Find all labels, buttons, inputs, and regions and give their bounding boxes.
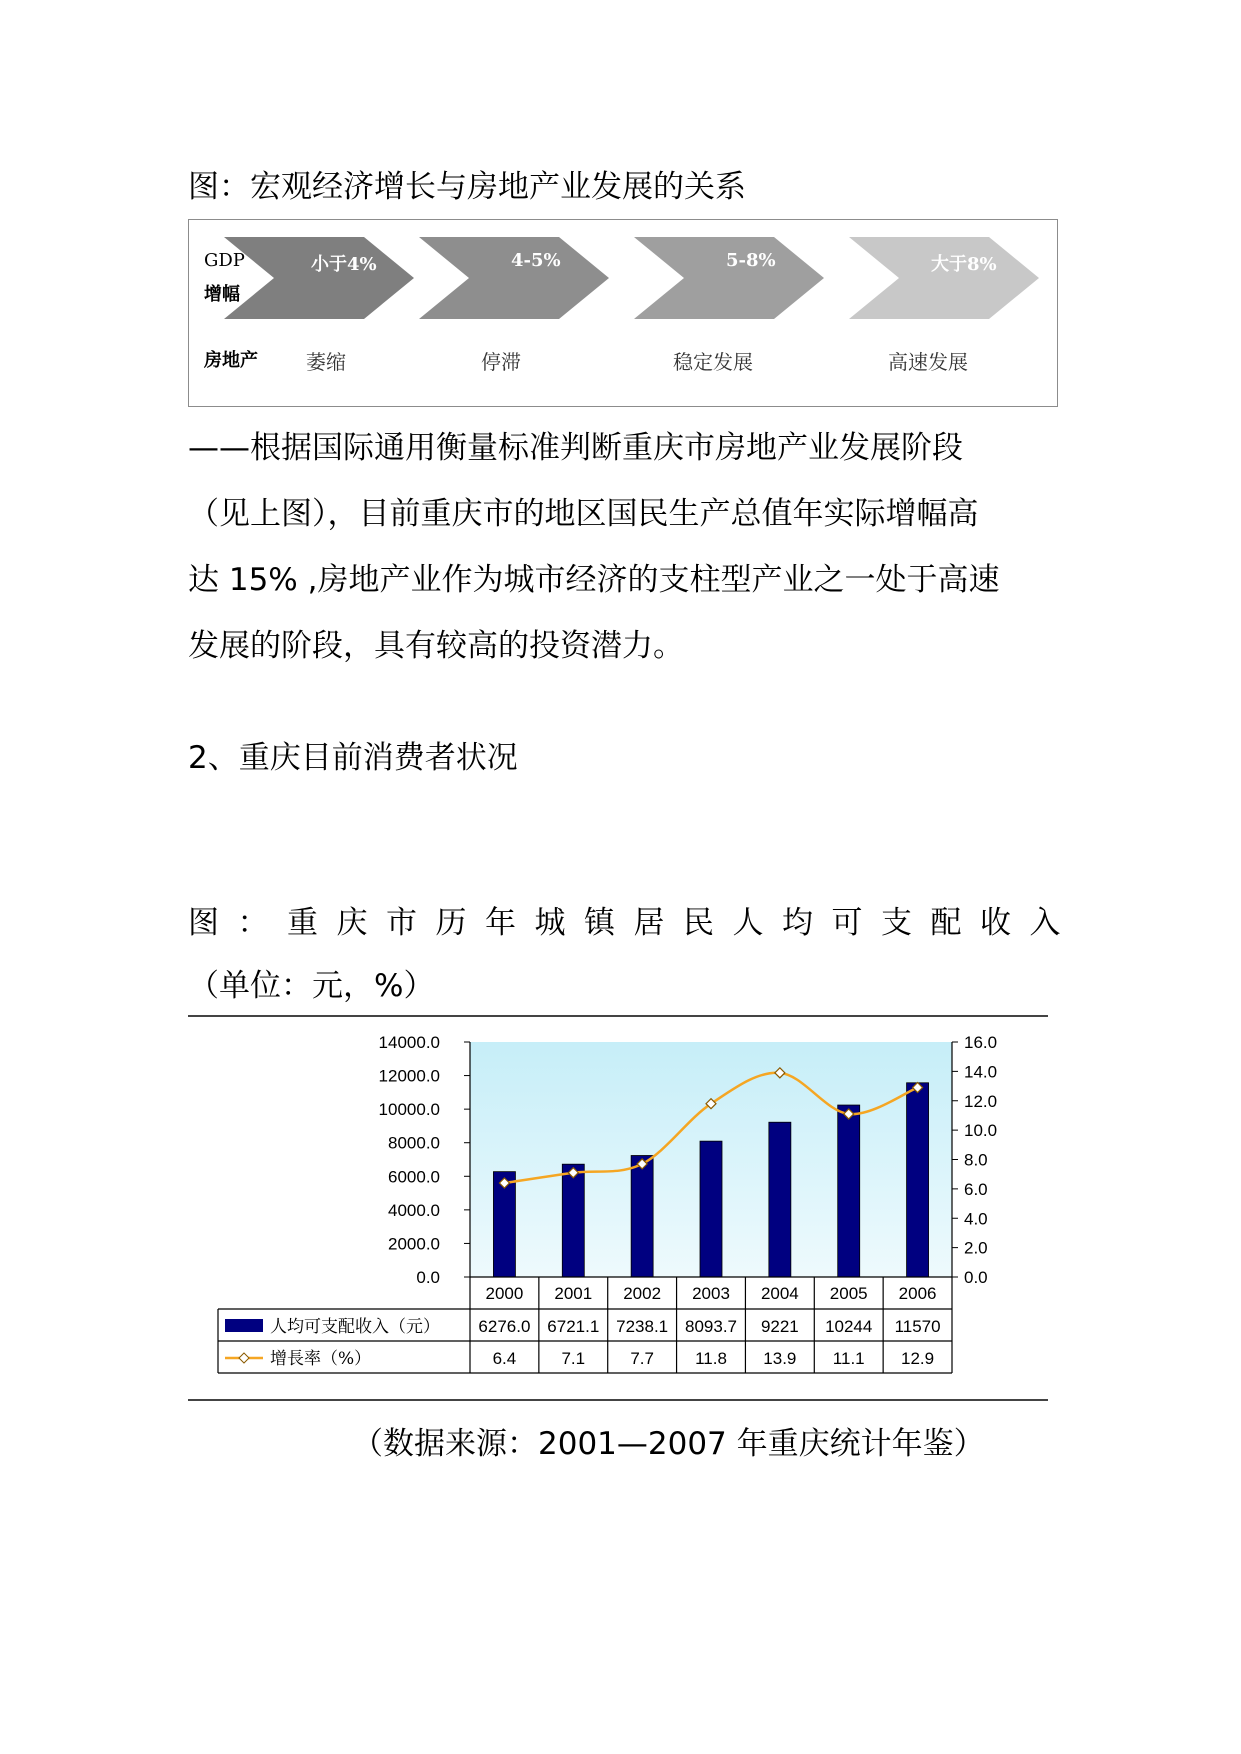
left-tick-label: 0.0 bbox=[416, 1268, 440, 1287]
bar-value-cell: 6276.0 bbox=[478, 1317, 531, 1336]
stage-arrows bbox=[189, 220, 1059, 408]
income-chart bbox=[188, 1020, 1048, 1390]
legend-line-label: 增長率（%） bbox=[270, 1349, 372, 1369]
figure2-title-line2: （单位：元，%） bbox=[188, 968, 435, 1004]
left-tick-label: 10000.0 bbox=[378, 1100, 440, 1120]
stage-diagram bbox=[188, 219, 1058, 407]
income-bar bbox=[631, 1156, 653, 1277]
legend-line-marker bbox=[239, 1353, 249, 1363]
rate-value-cell: 13.9 bbox=[763, 1349, 797, 1368]
right-tick-label: 10.0 bbox=[964, 1121, 998, 1141]
x-category-label: 2003 bbox=[692, 1284, 730, 1303]
x-category-label: 2002 bbox=[623, 1284, 662, 1303]
x-category-label: 2004 bbox=[760, 1284, 799, 1303]
bar-value-cell: 7238.1 bbox=[616, 1317, 669, 1336]
rate-value-cell: 11.1 bbox=[832, 1349, 865, 1368]
left-tick-label: 6000.0 bbox=[388, 1167, 440, 1187]
bar-value-cell: 9221 bbox=[760, 1317, 799, 1336]
paragraph-line: （见上图），目前重庆市的地区国民生产总值年实际增幅高 bbox=[188, 496, 979, 532]
gdp-label-line2: 增幅 bbox=[204, 284, 240, 305]
paragraph-line: 达 15% ,房地产业作为城市经济的支柱型产业之一处于高速 bbox=[188, 562, 1000, 598]
right-tick-label: 6.0 bbox=[964, 1179, 988, 1199]
paragraph-line: ——根据国际通用衡量标准判断重庆市房地产业发展阶段 bbox=[188, 430, 963, 466]
chart-bottom-rule bbox=[188, 1399, 1048, 1401]
bar-value-cell: 8093.7 bbox=[685, 1317, 737, 1336]
left-tick-label: 8000.0 bbox=[388, 1133, 440, 1153]
income-bar bbox=[769, 1122, 791, 1277]
bar-value-cell: 11570 bbox=[894, 1317, 941, 1336]
legend-bar-label: 人均可支配收入（元） bbox=[270, 1317, 440, 1337]
right-tick-label: 2.0 bbox=[964, 1238, 988, 1258]
right-tick-label: 8.0 bbox=[964, 1150, 988, 1170]
paragraph-line: 发展的阶段，具有较高的投资潜力。 bbox=[188, 628, 684, 664]
data-source: （数据来源：2001—2007 年重庆统计年鉴） bbox=[352, 1426, 985, 1462]
stage-range-4: 大于8% bbox=[931, 254, 997, 275]
right-tick-label: 14.0 bbox=[964, 1062, 998, 1082]
right-tick-label: 16.0 bbox=[964, 1033, 998, 1052]
rate-value-cell: 6.4 bbox=[492, 1349, 517, 1368]
bar-value-cell: 6721.1 bbox=[547, 1317, 600, 1336]
stage-status-1: 萎缩 bbox=[306, 350, 346, 374]
bar-value-cell: 10244 bbox=[825, 1317, 873, 1336]
body-paragraph bbox=[188, 415, 1068, 679]
income-bar bbox=[838, 1105, 860, 1277]
figure1-title: 图：宏观经济增长与房地产业发展的关系 bbox=[188, 169, 746, 205]
legend-bar-swatch bbox=[225, 1319, 263, 1332]
stage-range-3: 5-8% bbox=[726, 250, 776, 271]
left-tick-label: 14000.0 bbox=[378, 1033, 440, 1052]
figure2-title-line1: 图：重庆市历年城镇居民人均可支配收入 bbox=[188, 905, 1079, 941]
income-bar bbox=[907, 1083, 929, 1277]
x-category-label: 2000 bbox=[485, 1284, 524, 1303]
right-tick-label: 12.0 bbox=[964, 1091, 998, 1111]
left-tick-label: 2000.0 bbox=[388, 1234, 440, 1254]
left-tick-label: 12000.0 bbox=[378, 1066, 440, 1086]
stage-range-2: 4-5% bbox=[511, 250, 561, 271]
gdp-label-line1: GDP bbox=[204, 250, 245, 271]
rate-value-cell: 11.8 bbox=[695, 1349, 727, 1368]
rate-value-cell: 7.1 bbox=[561, 1349, 586, 1368]
income-bar bbox=[700, 1141, 722, 1277]
right-tick-label: 4.0 bbox=[964, 1209, 988, 1229]
realestate-label: 房地产 bbox=[204, 350, 258, 371]
left-tick-label: 4000.0 bbox=[388, 1200, 440, 1220]
chart-top-rule bbox=[188, 1015, 1048, 1017]
income-bar bbox=[562, 1164, 584, 1277]
x-category-label: 2005 bbox=[829, 1284, 868, 1303]
stage-status-2: 停滞 bbox=[481, 350, 521, 374]
section-heading: 2、重庆目前消费者状况 bbox=[188, 740, 518, 776]
stage-range-1: 小于4% bbox=[311, 254, 377, 275]
rate-value-cell: 12.9 bbox=[901, 1349, 935, 1368]
rate-value-cell: 7.7 bbox=[630, 1349, 654, 1368]
x-category-label: 2006 bbox=[898, 1284, 937, 1303]
right-tick-label: 0.0 bbox=[964, 1268, 988, 1287]
x-category-label: 2001 bbox=[554, 1284, 593, 1303]
stage-status-4: 高速发展 bbox=[888, 350, 968, 374]
stage-status-3: 稳定发展 bbox=[673, 350, 753, 374]
